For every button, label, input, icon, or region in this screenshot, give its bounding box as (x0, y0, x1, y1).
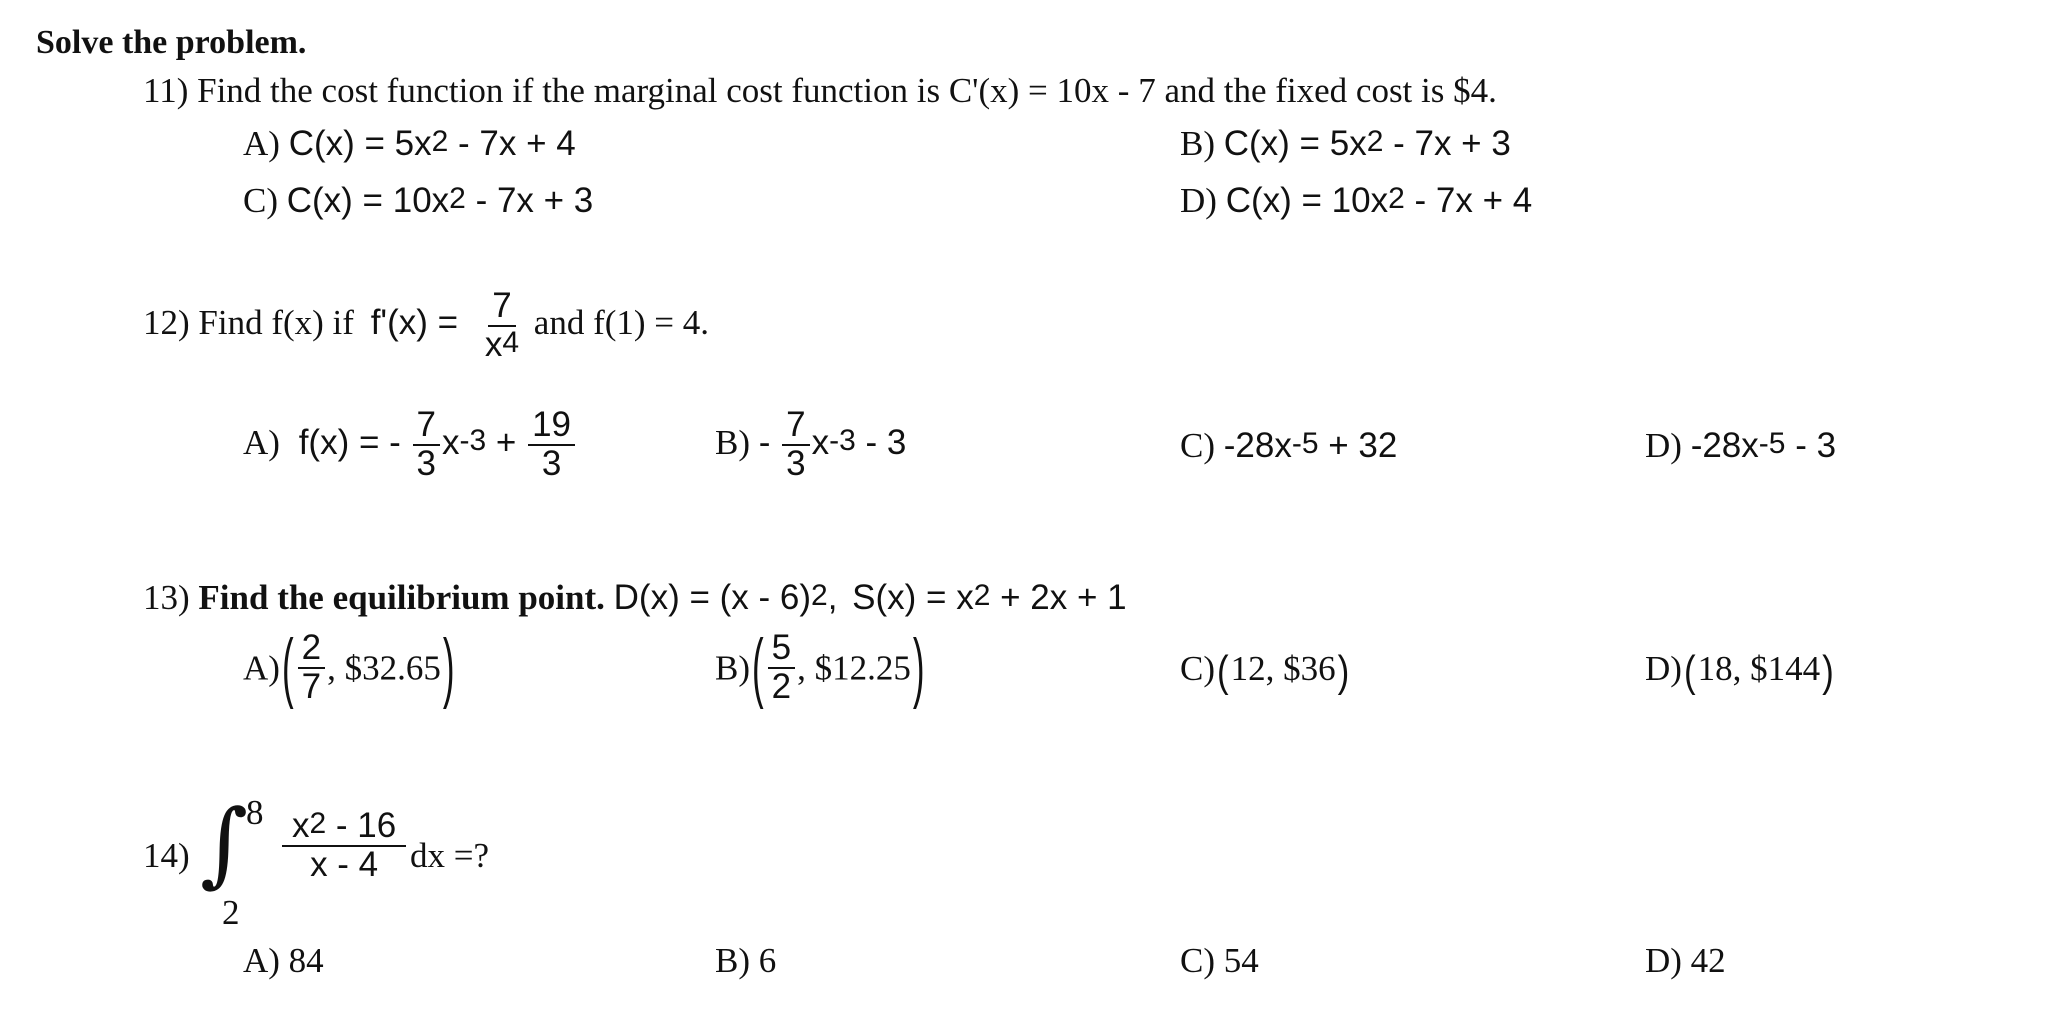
question-text-bold: Find the equilibrium point. (198, 578, 605, 617)
q14-choice-c: C) 54 (1180, 941, 1259, 980)
choice-expression: f(x) = - $\frac{7}{3}$ $x^{-3}$ + $\frac{19}{3}$ (299, 423, 577, 462)
demand-function: D(x) = (x - 6)$^2$, (613, 578, 838, 617)
q11-choice-d (1180, 183, 1532, 218)
q13-choice-b: B)( $\frac{5}{2}$ , $12.25) (715, 624, 925, 711)
integral-sign: ∫ (200, 790, 248, 897)
choice-label: D) (1645, 649, 1682, 688)
choice-expression: $-28x^{-5} - 3$ (1690, 426, 1837, 465)
q11-choice-a (243, 126, 576, 161)
question-number: 11) (143, 71, 189, 110)
choice-expression: $C(x) = 5x^2 - 7x + 4$ (288, 124, 576, 163)
choice-label: D) (1180, 181, 1217, 220)
question-12 (143, 288, 709, 364)
choice-expression: $C(x) = 5x^2 - 7x + 3$ (1223, 124, 1511, 163)
question-number: 12) (143, 302, 190, 342)
q12-choice-c (1180, 428, 1397, 463)
fraction: $\frac{7}{x^4}$ (484, 286, 520, 364)
integral-lower-limit: 2 (222, 893, 240, 932)
q12-choice-d (1645, 428, 1836, 463)
question-text: Find f(x) if (198, 302, 354, 342)
supply-function: $S(x) = x^2 + 2x + 1$ (852, 578, 1127, 617)
question-number: 13) (143, 578, 190, 617)
choice-expression: - $\frac{7}{3}$ $x^{-3} - 3$ (758, 405, 907, 483)
choice-label: A) (243, 648, 280, 688)
choice-label: B) (1180, 124, 1215, 163)
question-13 (143, 580, 1127, 615)
integrand-fraction: $\frac{x^2 - 16}{x - 4}$ (280, 808, 408, 884)
choice-label: C) (243, 181, 278, 220)
choice-label: C) (1180, 649, 1215, 688)
question-14-number: 14) (143, 836, 190, 875)
section-heading: Solve the problem. (36, 24, 307, 61)
q11-choice-c (243, 183, 593, 218)
choice-label: B) (715, 648, 750, 688)
integral-upper-limit: 8 (246, 793, 264, 832)
choice-label: A) (243, 124, 280, 163)
q13-choice-c: C)(12, $36) (1180, 647, 1350, 697)
choice-label: B) (715, 423, 750, 462)
q11-choice-b (1180, 126, 1511, 161)
question-11 (143, 73, 1497, 108)
derivative-label: f'(x) = (370, 302, 459, 342)
choice-expression: $C(x) = 10x^2 - 7x + 3$ (286, 181, 594, 220)
choice-expression: $-28x^{-5} + 32$ (1223, 426, 1398, 465)
q12-choice-a (243, 407, 577, 483)
q14-choice-b: B) 6 (715, 941, 777, 980)
choice-label: C) (1180, 426, 1215, 465)
question-14-tail: dx =? (410, 836, 490, 875)
q13-choice-a: A)( $\frac{2}{7}$ , $32.65) (243, 624, 455, 711)
q14-choice-a: A) 84 (243, 941, 324, 980)
q12-choice-b (715, 407, 906, 483)
question-text: Find the cost function if the marginal cost function is C'(x) = 10x - 7 and the fixed cost is $4. (197, 71, 1497, 110)
choice-label: A) (243, 423, 280, 462)
choice-label: D) (1645, 426, 1682, 465)
question-text-tail: and f(1) = 4. (533, 302, 710, 342)
q14-choice-d: D) 42 (1645, 941, 1726, 980)
q13-choice-d: D)(18, $144) (1645, 647, 1834, 697)
choice-expression: $C(x) = 10x^2 - 7x + 4$ (1225, 181, 1533, 220)
